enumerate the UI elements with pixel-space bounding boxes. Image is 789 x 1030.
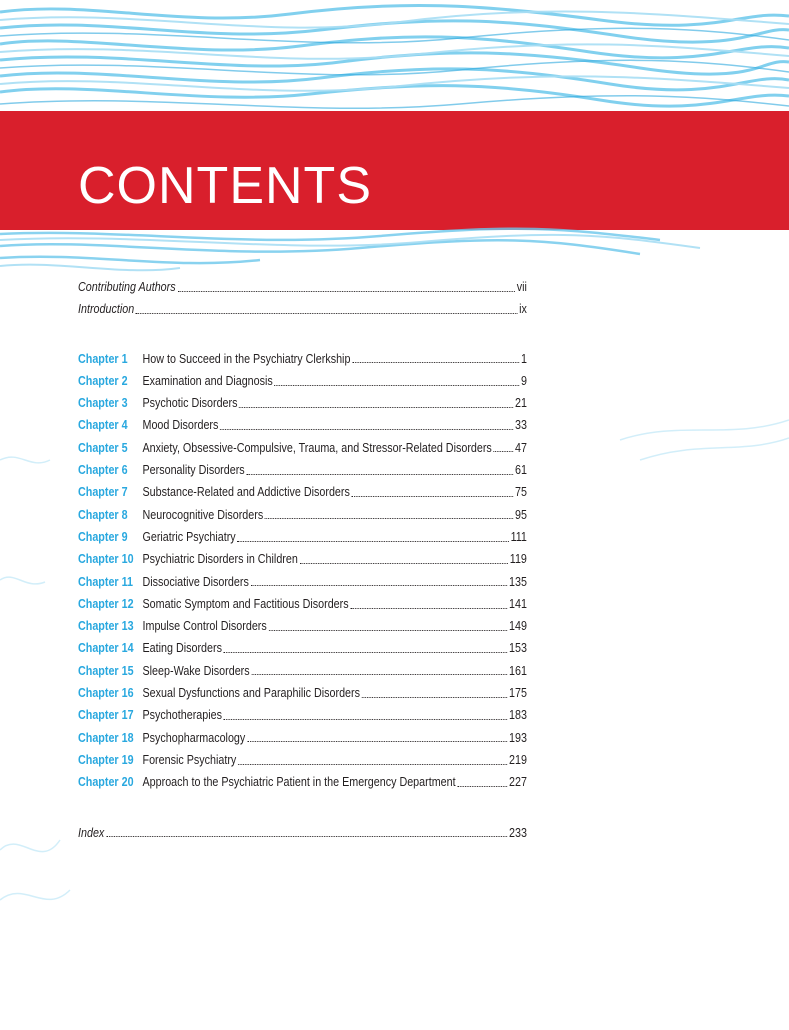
table-of-contents [78,276,527,844]
chapter-number: Chapter 4 [78,418,128,433]
toc-entry[interactable] [78,571,527,593]
entry-title: Forensic Psychiatry [142,752,237,767]
entry-title: How to Succeed in the Psychiatry Clerkship [142,351,351,366]
toc-entry[interactable] [78,771,527,793]
chapter-number: Chapter 12 [78,596,134,611]
page-number: 33 [514,418,527,433]
back-matter-list [78,822,527,844]
entry-title: Neurocognitive Disorders [142,507,264,522]
toc-entry[interactable] [78,437,527,459]
entry-title: Sexual Dysfunctions and Paraphilic Disorders [142,686,360,701]
entry-title: Impulse Control Disorders [142,619,267,634]
entry-title: Psychiatric Disorders in Children [142,552,298,567]
page-number: 175 [508,686,527,701]
dot-leader [177,291,515,292]
page-number: 21 [514,396,527,411]
entry-title: Approach to the Psychiatric Patient in the Emergency Department [142,775,456,790]
dot-leader [352,496,514,497]
toc-entry[interactable] [78,459,527,481]
chapter-list [78,348,527,794]
toc-entry[interactable] [78,704,527,726]
page-number: 227 [508,775,527,790]
dot-leader [350,608,507,609]
page-number: 111 [510,529,527,544]
entry-title: Substance-Related and Addictive Disorders [142,485,350,500]
chapter-number: Chapter 19 [78,752,134,767]
entry-title: Mood Disorders [142,418,219,433]
dot-leader [224,652,508,653]
page-number: 135 [508,574,527,589]
entry-title: Geriatric Psychiatry [142,529,236,544]
entry-title: Examination and Diagnosis [142,373,273,388]
entry-title: Anxiety, Obsessive-Compulsive, Trauma, and Stressor-Related Disorders [142,440,492,455]
entry-title: Index [78,825,105,840]
dot-leader [220,429,513,430]
entry-title: Psychotic Disorders [142,396,238,411]
dot-leader [251,674,507,675]
entry-title: Sleep-Wake Disorders [142,663,250,678]
spacer [78,794,527,822]
toc-entry[interactable] [78,615,527,637]
toc-entry[interactable] [78,276,527,298]
page-title: CONTENTS [78,157,372,215]
toc-entry[interactable] [78,392,527,414]
entry-title: Personality Disorders [142,463,245,478]
toc-entry[interactable] [78,749,527,771]
page-number: 141 [508,596,527,611]
chapter-number: Chapter 1 [78,351,128,366]
page-number: 233 [508,825,527,840]
dot-leader [251,585,508,586]
toc-entry[interactable] [78,548,527,570]
toc-entry[interactable] [78,660,527,682]
chapter-number: Chapter 15 [78,663,134,678]
dot-leader [265,518,513,519]
dot-leader [239,407,513,408]
toc-entry[interactable] [78,526,527,548]
dot-leader [352,362,519,363]
spacer [78,321,527,348]
dot-leader [224,719,508,720]
chapter-number: Chapter 3 [78,396,128,411]
entry-title: Psychotherapies [142,708,222,723]
entry-title: Eating Disorders [142,641,222,656]
page-number: 95 [514,507,527,522]
toc-entry[interactable] [78,682,527,704]
toc-entry[interactable] [78,504,527,526]
toc-entry[interactable] [78,414,527,436]
chapter-number: Chapter 8 [78,507,128,522]
dot-leader [246,474,513,475]
chapter-number: Chapter 7 [78,485,128,500]
chapter-number: Chapter 11 [78,574,133,589]
chapter-number: Chapter 16 [78,686,134,701]
wave-pattern-under-banner [0,226,789,281]
dot-leader [238,764,507,765]
page-number: 161 [508,663,527,678]
toc-entry[interactable] [78,593,527,615]
dot-leader [300,563,508,564]
chapter-number: Chapter 18 [78,730,134,745]
page-number: ix [519,302,527,317]
entry-title: Psychopharmacology [142,730,246,745]
page-number: 9 [520,373,527,388]
toc-entry[interactable] [78,298,527,320]
dot-leader [268,630,507,631]
dot-leader [136,313,518,314]
page-number: 1 [520,351,527,366]
page-number: 61 [514,463,527,478]
chapter-number: Chapter 20 [78,775,134,790]
page-number: 149 [508,619,527,634]
page-number: 75 [514,485,527,500]
dot-leader [274,385,519,386]
page-number: 47 [514,440,527,455]
chapter-number: Chapter 13 [78,619,134,634]
chapter-number: Chapter 10 [78,552,134,567]
chapter-number: Chapter 2 [78,373,128,388]
dot-leader [247,741,507,742]
entry-title: Dissociative Disorders [142,574,249,589]
chapter-number: Chapter 5 [78,440,128,455]
entry-title: Somatic Symptom and Factitious Disorders [142,596,349,611]
toc-entry[interactable] [78,370,527,392]
toc-entry[interactable] [78,481,527,503]
dot-leader [106,836,507,837]
dot-leader [237,541,508,542]
toc-entry[interactable] [78,727,527,749]
page-number: 119 [509,552,527,567]
dot-leader [457,786,507,787]
page-number: 219 [508,752,527,767]
chapter-number: Chapter 14 [78,641,134,656]
toc-entry[interactable] [78,348,527,370]
page-number: 193 [508,730,527,745]
page-number: 153 [508,641,527,656]
toc-entry[interactable] [78,822,527,844]
dot-leader [494,451,514,452]
entry-title: Introduction [78,302,135,317]
toc-entry[interactable] [78,637,527,659]
page-number: 183 [508,708,527,723]
entry-title: Contributing Authors [78,280,176,294]
wave-pattern-top [0,0,789,120]
chapter-number: Chapter 6 [78,463,128,478]
page-number: vii [516,280,527,294]
chapter-number: Chapter 9 [78,529,128,544]
front-matter-list [78,276,527,321]
chapter-number: Chapter 17 [78,708,134,723]
dot-leader [362,697,508,698]
